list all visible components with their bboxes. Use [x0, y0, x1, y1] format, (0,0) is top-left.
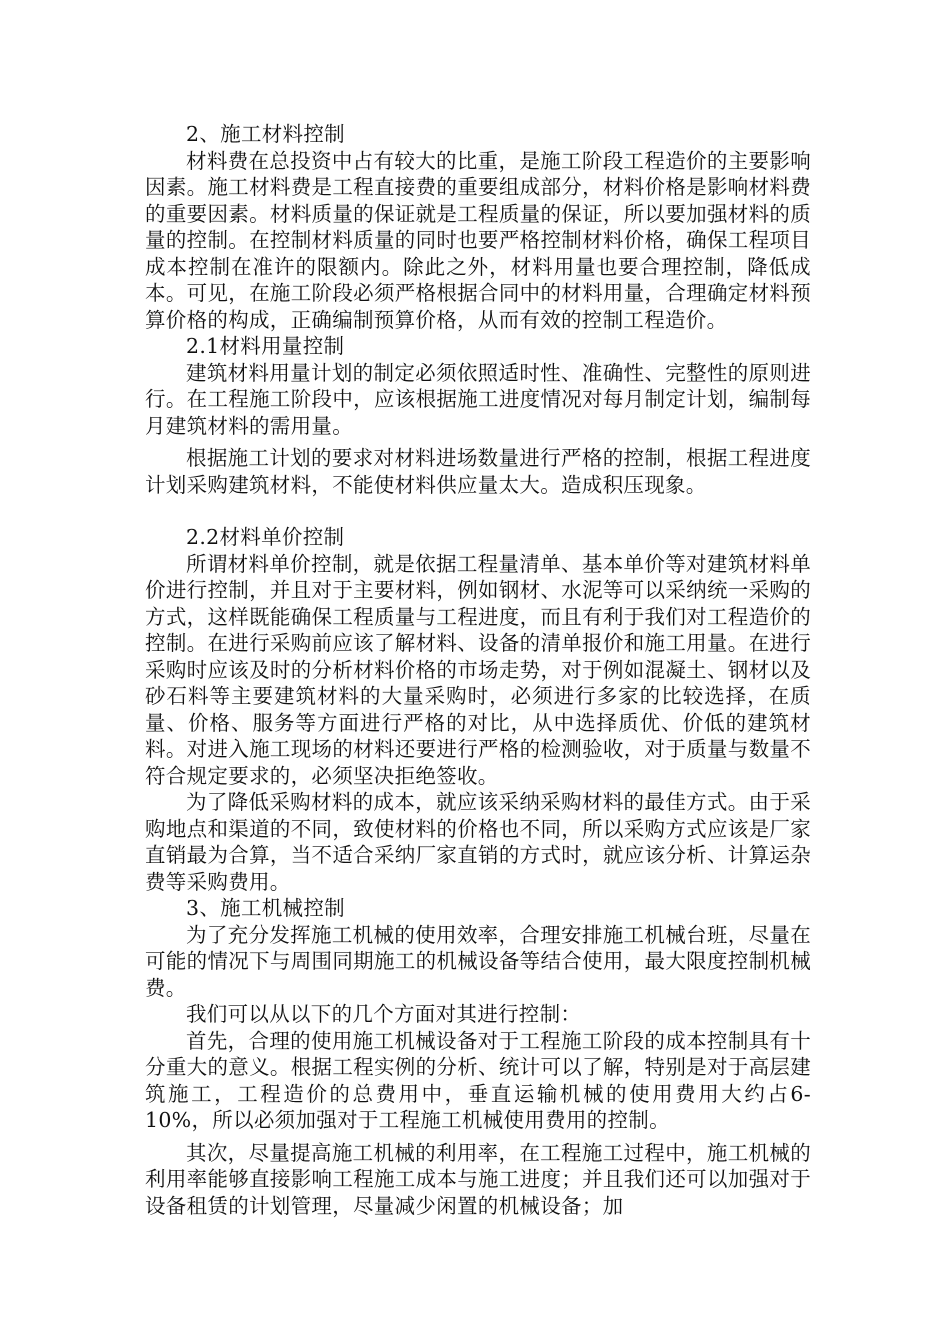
paragraph-purchase-method: 为了降低采购材料的成本，就应该采纳采购材料的最佳方式。由于采购地点和渠道的不同，致使材料的价格也不同，所以采购方式应该是厂家直销最为合算，当不适合采纳厂家直销的方式时，就应该分析、计算运杂费等采购费用。 [145, 790, 811, 894]
paragraph-material-cost: 材料费在总投资中占有较大的比重，是施工阶段工程造价的主要影响因素。施工材料费是工程直接费的重要组成部分，材料价格是影响材料费的重要因素。材料质量的保证就是工程质量的保证，所以要加强材料的质量的控制。在控制材料质量的同时也要严格控制材料价格，确保工程项目成本控制在准许的限额内。除此之外，材料用量也要合理控制，降低成本。可见，在施工阶段必须严格根据合同中的材料用量，合理确定材料预算价格的构成，正确编制预算价格，从而有效的控制工程造价。 [145, 148, 811, 332]
paragraph-second-point: 其次，尽量提高施工机械的利用率，在工程施工过程中，施工机械的利用率能够直接影响工程施工成本与施工进度；并且我们还可以加强对于设备租赁的计划管理，尽量减少闲置的机械设备；加 [145, 1140, 811, 1218]
section-heading-3: 3、施工机械控制 [186, 896, 345, 920]
paragraph-control-aspects: 我们可以从以下的几个方面对其进行控制： [186, 1002, 582, 1026]
document-body [145, 121, 811, 1219]
paragraph-unit-price: 所谓材料单价控制，就是依据工程量清单、基本单价等对建筑材料单价进行控制，并且对于主要材料，例如钢材、水泥等可以采纳统一采购的方式，这样既能确保工程质量与工程进度，而且有利于我们对工程造价的控制。在进行采购前应该了解材料、设备的清单报价和施工用量。在进行采购时应该及时的分析材料价格的市场走势，对于例如混凝土、钢材以及砂石料等主要建筑材料的大量采购时，必须进行多家的比较选择，在质量、价格、服务等方面进行严格的对比，从中选择质优、价低的建筑材料。对进入施工现场的材料还要进行严格的检测验收，对于质量与数量不符合规定要求的，必须坚决拒绝签收。 [145, 551, 811, 788]
paragraph-usage-plan: 建筑材料用量计划的制定必须依照适时性、准确性、完整性的原则进行。在工程施工阶段中，应该根据施工进度情况对每月制定计划，编制每月建筑材料的需用量。 [145, 360, 811, 438]
section-heading-2-1: 2.1材料用量控制 [186, 334, 345, 358]
paragraph-usage-control: 根据施工计划的要求对材料进场数量进行严格的控制，根据工程进度计划采购建筑材料，不能使材料供应量太大。造成积压现象。 [145, 446, 811, 497]
paragraph-first-point: 首先，合理的使用施工机械设备对于工程施工阶段的成本控制具有十分重大的意义。根据工程实例的分析、统计可以了解，特别是对于高层建筑施工，工程造价的总费用中，垂直运输机械的使用费用大约占6-10%，所以必须加强对于工程施工机械使用费用的控制。 [145, 1028, 811, 1132]
section-heading-2-2: 2.2材料单价控制 [186, 525, 345, 549]
section-heading-2: 2、施工材料控制 [186, 122, 345, 146]
paragraph-machinery-efficiency: 为了充分发挥施工机械的使用效率，合理安排施工机械台班，尽量在可能的情况下与周围同期施工的机械设备等结合使用，最大限度控制机械费。 [145, 922, 811, 1000]
